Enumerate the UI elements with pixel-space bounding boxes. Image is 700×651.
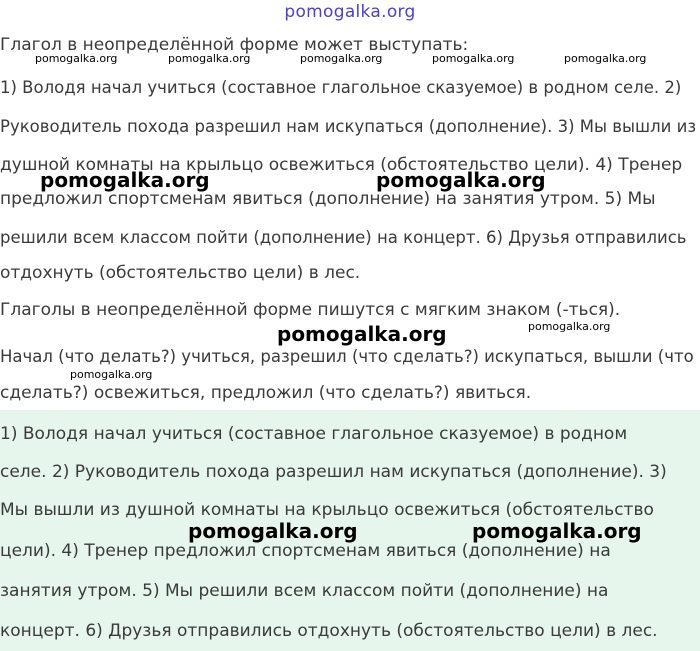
watermark-small: pomogalka.org: [168, 52, 251, 65]
answer-line: концерт. 6) Друзья отправились отдохнуть (обстоятельство цели) в лес.: [0, 621, 658, 641]
watermark-small: pomogalka.org: [564, 52, 647, 65]
watermark-large: pomogalka.org: [40, 168, 210, 192]
answer-line: Мы вышли из душной комнаты на крыльцо освежиться (обстоятельство: [0, 500, 654, 520]
watermark-small: pomogalka.org: [300, 52, 383, 65]
questions-line: сделать?) освежиться, предложил (что сделать?) явиться.: [0, 383, 532, 403]
intro-line: 1) Володя начал учиться (составное глагольное сказуемое) в родном селе. 2): [0, 78, 682, 97]
watermark-small: pomogalka.org: [70, 368, 153, 381]
intro-line: решили всем классом пойти (дополнение) на концерт. 6) Друзья отправились: [0, 228, 687, 247]
answer-line: цели). 4) Тренер предложил спортсменам явиться (дополнение) на: [0, 541, 611, 561]
watermark-large: pomogalka.org: [277, 322, 447, 346]
watermark-small: pomogalka.org: [432, 52, 515, 65]
intro-line: предложил спортсменам явиться (дополнение) на занятия утром. 5) Мы: [0, 189, 656, 209]
site-logo[interactable]: pomogalka.org: [284, 2, 416, 22]
watermark-small: pomogalka.org: [528, 320, 611, 333]
intro-line: отдохнуть (обстоятельство цели) в лес.: [0, 263, 361, 283]
intro-line: Руководитель похода разрешил нам искупаться (дополнение). 3) Мы вышли из: [0, 117, 697, 136]
intro-line: душной комнаты на крыльцо освежиться (обстоятельство цели). 4) Тренер: [0, 155, 683, 175]
questions-line: Начал (что делать?) учиться, разрешил (что сделать?) искупаться, вышли (что: [0, 347, 694, 366]
watermark-large: pomogalka.org: [376, 168, 546, 192]
intro-heading: Глагол в неопределённой форме может выступать:: [0, 35, 469, 55]
answer-line: 1) Володя начал учиться (составное глагольное сказуемое) в родном: [0, 424, 628, 444]
answer-line: занятия утром. 5) Мы решили всем классом пойти (дополнение) на: [0, 581, 609, 601]
rule-text: Глаголы в неопределённой форме пишутся с мягким знаком (-ться).: [0, 300, 621, 320]
watermark-large: pomogalka.org: [472, 519, 642, 543]
answer-line: селе. 2) Руководитель похода разрешил нам искупаться (дополнение). 3): [0, 462, 667, 482]
watermark-large: pomogalka.org: [188, 519, 358, 543]
watermark-small: pomogalka.org: [35, 52, 118, 65]
